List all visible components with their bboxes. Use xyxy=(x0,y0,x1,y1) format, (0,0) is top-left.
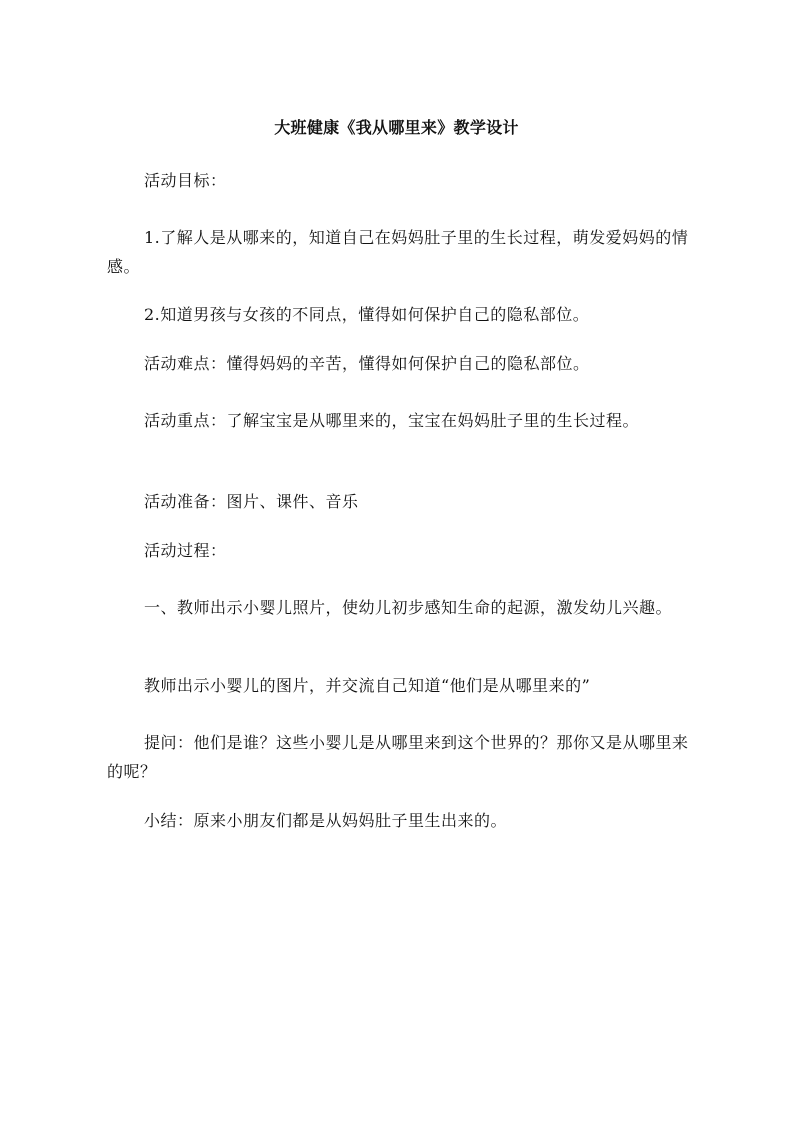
paragraph-step-1: 一、教师出示小婴儿照片，使幼儿初步感知生命的起源，激发幼儿兴趣。 xyxy=(144,598,673,617)
paragraph-preparation: 活动准备：图片、课件、音乐 xyxy=(144,492,359,511)
paragraph-activity-goals-heading: 活动目标： xyxy=(144,171,227,190)
paragraph-teacher-shows: 教师出示小婴儿的图片，并交流自己知道“他们是从哪里来的” xyxy=(144,676,591,695)
document-title: 大班健康《我从哪里来》教学设计 xyxy=(274,118,519,137)
paragraph-question: 提问：他们是谁？这些小婴儿是从哪里来到这个世界的？那你又是从哪里来的呢？ xyxy=(107,733,689,781)
paragraph-goal-1: 1.了解人是从哪来的，知道自己在妈妈肚子里的生长过程，萌发爱妈妈的情感。 xyxy=(107,228,689,276)
paragraph-key-points: 活动重点：了解宝宝是从哪里来的，宝宝在妈妈肚子里的生长过程。 xyxy=(144,411,640,430)
paragraph-goal-2: 2.知道男孩与女孩的不同点，懂得如何保护自己的隐私部位。 xyxy=(144,305,590,324)
paragraph-summary: 小结：原来小朋友们都是从妈妈肚子里生出来的。 xyxy=(144,811,508,830)
paragraph-difficulty: 活动难点：懂得妈妈的辛苦，懂得如何保护自己的隐私部位。 xyxy=(144,354,590,373)
paragraph-process-heading: 活动过程： xyxy=(144,541,227,560)
